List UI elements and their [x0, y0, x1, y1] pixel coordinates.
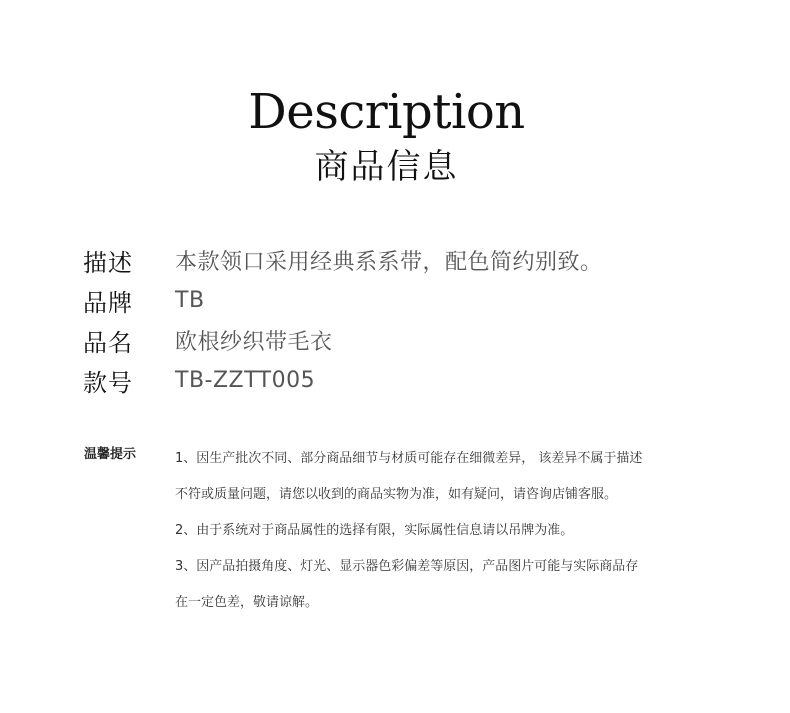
spec-value: 欧根纱织带毛衣 — [175, 329, 333, 355]
note-line: 3、因产品拍摄角度、灯光、显示器色彩偏差等原因，产品图片可能与实际商品存 — [175, 559, 639, 574]
note-line: 1、因生产批次不同、部分商品细节与材质可能存在细微差异， 该差异不属于描述 — [175, 451, 643, 466]
spec-label: 描述 — [83, 248, 133, 277]
note-line: 2、由于系统对于商品属性的选择有限，实际属性信息请以吊牌为准。 — [175, 523, 574, 538]
spec-row-brand — [83, 280, 763, 320]
note-line: 在一定色差，敬请谅解。 — [175, 595, 319, 610]
title-chinese: 商品信息 — [314, 147, 459, 187]
spec-value: 本款领口采用经典系系带，配色简约别致。 — [175, 249, 603, 275]
spec-label: 品牌 — [83, 288, 133, 317]
spec-value: TB — [175, 287, 205, 313]
note-line: 不符或质量问题，请您以收到的商品实物为准，如有疑问，请咨询店铺客服。 — [175, 487, 618, 502]
title-english: Description — [248, 84, 525, 140]
spec-row-product-name — [83, 320, 763, 360]
spec-row-description — [83, 240, 763, 280]
notes-label: 温馨提示 — [84, 447, 137, 462]
notes-lines — [175, 441, 715, 621]
spec-row-style-number — [83, 360, 763, 400]
spec-label: 品名 — [83, 328, 133, 357]
spec-value: TB-ZZTT005 — [175, 367, 316, 393]
spec-label: 款号 — [83, 368, 133, 397]
spec-list — [83, 240, 763, 400]
